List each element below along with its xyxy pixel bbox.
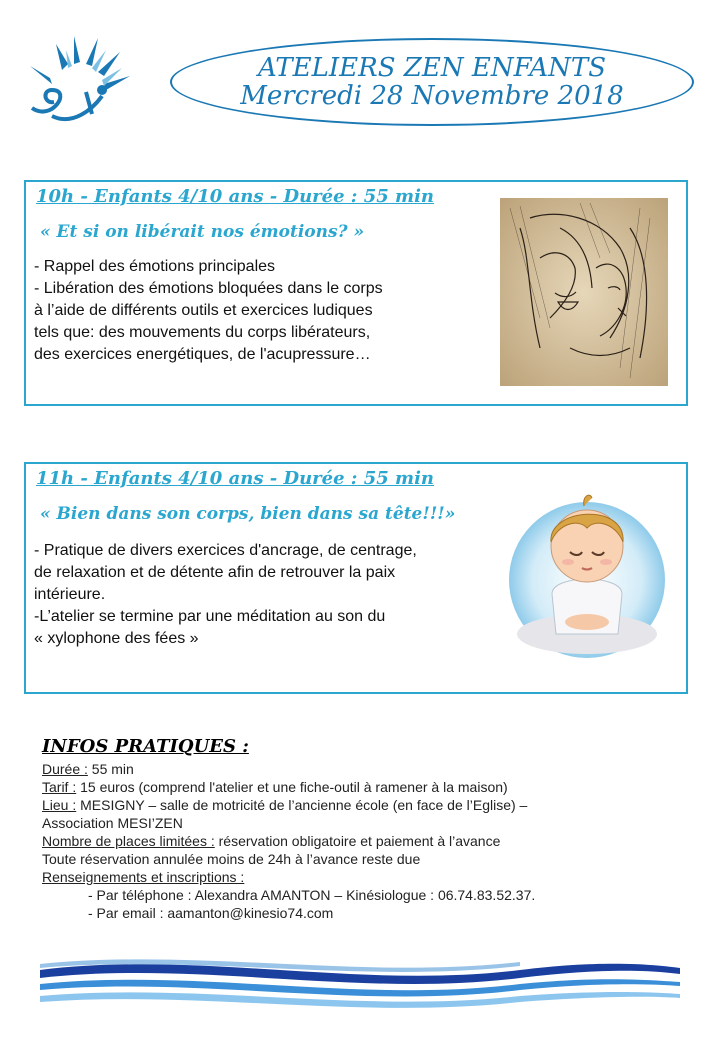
- info-location: [42, 796, 662, 814]
- description-line: - Pratique de divers exercices d'ancrage, de centrage,: [34, 542, 417, 559]
- description-line: de relaxation et de détente afin de retrouver la paix: [34, 564, 396, 581]
- info-label: Durée :: [42, 761, 88, 777]
- description-line: -L’atelier se termine par une méditation au son du: [34, 608, 386, 625]
- description-line: à l’aide de différents outils et exercices ludiques: [34, 302, 373, 319]
- meditating-child-illustration: [496, 484, 678, 664]
- info-label: Lieu :: [42, 797, 77, 813]
- workshop-card-emotions: [24, 180, 688, 406]
- info-cancellation: Toute réservation annulée moins de 24h à l’avance reste due: [42, 851, 421, 867]
- decorative-waves: [40, 950, 680, 1020]
- workshop-heading: 11h - Enfants 4/10 ans - Durée : 55 min: [36, 468, 435, 489]
- page-date: Mercredi 28 Novembre 2018: [240, 81, 624, 111]
- practical-info-title: INFOS PRATIQUES :: [42, 736, 249, 757]
- page-title: ATELIERS ZEN ENFANTS: [257, 53, 607, 83]
- title-banner: [170, 38, 694, 126]
- workshop-heading: 10h - Enfants 4/10 ans - Durée : 55 min: [36, 186, 435, 207]
- description-line: - Libération des émotions bloquées dans le corps: [34, 280, 383, 297]
- practical-info-section: [42, 738, 662, 922]
- info-contact-email[interactable]: - Par email : aamanton@kinesio74.com: [88, 905, 334, 921]
- info-contact-phone: - Par téléphone : Alexandra AMANTON – Kinésiologue : 06.74.83.52.37.: [88, 887, 536, 903]
- workshop-description: [34, 540, 417, 650]
- info-duration: [42, 760, 662, 778]
- workshop-quote: « Et si on libérait nos émotions? »: [40, 222, 365, 242]
- workshop-description: [34, 256, 383, 366]
- info-location-association: Association MESI’ZEN: [42, 815, 183, 831]
- info-contact-label: Renseignements et inscriptions :: [42, 869, 245, 885]
- description-line: « xylophone des fées »: [34, 630, 199, 647]
- info-value: réservation obligatoire et paiement à l’avance: [214, 833, 501, 849]
- description-line: intérieure.: [34, 586, 106, 603]
- info-value: MESIGNY – salle de motricité de l’ancienne école (en face de l’Eglise) –: [76, 797, 528, 813]
- emotions-sketch-illustration: [500, 198, 668, 386]
- workshop-card-body-mind: [24, 462, 688, 694]
- description-line: des exercices energétiques, de l'acupressure…: [34, 346, 371, 363]
- info-places: [42, 832, 662, 850]
- info-value: 55 min: [87, 761, 134, 777]
- sun-spiral-logo-icon: [22, 30, 142, 130]
- description-line: tels que: des mouvements du corps libérateurs,: [34, 324, 371, 341]
- info-value: 15 euros (comprend l'atelier et une fiche-outil à ramener à la maison): [76, 779, 508, 795]
- info-label: Nombre de places limitées :: [42, 833, 215, 849]
- workshop-quote: « Bien dans son corps, bien dans sa tête!!!»: [40, 504, 456, 524]
- info-price: [42, 778, 662, 796]
- description-line: - Rappel des émotions principales: [34, 258, 276, 275]
- info-label: Tarif :: [42, 779, 77, 795]
